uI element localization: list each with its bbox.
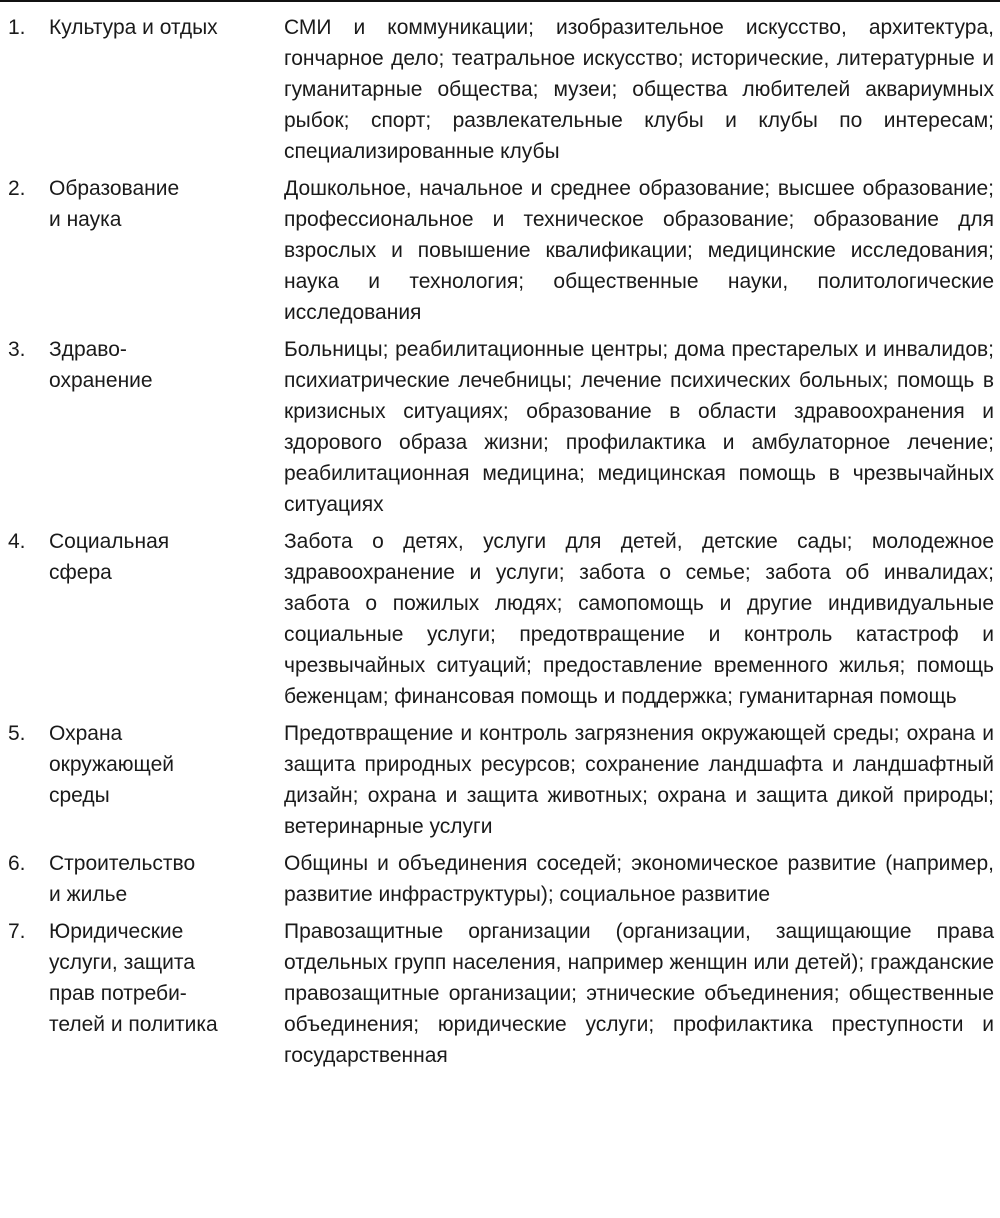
row-description: Правозащитные организации (организации, защищающие права отдельных групп населения, например женщин или детей); гражданские правозащитные организации; этнические объединения; общественные объединения; юридические услуги; профилактика преступности и государственная <box>284 920 994 1067</box>
row-category: Социальная сфера <box>49 530 170 584</box>
row-number: 3. <box>8 338 26 361</box>
category-table <box>0 12 1000 1077</box>
row-number: 4. <box>8 530 26 553</box>
row-category: Образование и наука <box>49 177 180 231</box>
row-category: Охрана окружающей среды <box>49 722 174 807</box>
row-category: Строительство и жилье <box>49 852 196 906</box>
row-description: Дошкольное, начальное и среднее образование; высшее образование; профессиональное и техническое образование; образование для взрослых и повышение квалификации; медицинские исследования; наука и технология; общественные науки, политологические исследования <box>284 177 994 324</box>
table-row <box>0 916 1000 1077</box>
row-number: 7. <box>8 920 26 943</box>
row-number: 5. <box>8 722 26 745</box>
table-row <box>0 334 1000 526</box>
row-number: 2. <box>8 177 26 200</box>
table-row <box>0 526 1000 718</box>
top-rule <box>0 0 1000 2</box>
row-category: Юридические услуги, защита прав потреби- телей и политика <box>49 920 218 1036</box>
row-description: Предотвращение и контроль загрязнения окружающей среды; охрана и защита природных ресурсов; сохранение ландшафта и ландшафтный дизайн; охрана и защита животных; охрана и защита дикой природы; ветеринарные услуги <box>284 722 994 838</box>
row-description: Общины и объединения соседей; экономическое развитие (например, развитие инфраструктуры); социальное развитие <box>284 852 994 906</box>
row-number: 1. <box>8 16 26 39</box>
row-description: Забота о детях, услуги для детей, детские сады; молодежное здравоохранение и услуги; забота о семье; забота об инвалидах; забота о пожилых людях; самопомощь и другие индивидуальные социальные услуги; предотвращение и контроль катастроф и чрезвычайных ситуаций; предоставление временного жилья; помощь беженцам; финансовая помощь и поддержка; гуманитарная помощь <box>284 530 994 708</box>
row-category: Здраво- охранение <box>49 338 153 392</box>
row-description: Больницы; реабилитационные центры; дома престарелых и инвалидов; психиатрические лечебницы; лечение психических больных; помощь в кризисных ситуациях; образование в области здравоохранения и здорового образа жизни; профилактика и амбулаторное лечение; реабилитационная медицина; медицинская помощь в чрезвычайных ситуациях <box>284 338 994 516</box>
table-row <box>0 718 1000 848</box>
row-number: 6. <box>8 852 26 875</box>
table-row <box>0 173 1000 334</box>
table-row <box>0 848 1000 916</box>
row-category: Культура и отдых <box>49 16 218 39</box>
row-description: СМИ и коммуникации; изобразительное искусство, архитектура, гончарное дело; театральное искусство; исторические, литературные и гуманитарные общества; музеи; общества любителей аквариумных рыбок; спорт; развлекательные клубы и клубы по интересам; специализированные клубы <box>284 16 994 163</box>
table-row <box>0 12 1000 173</box>
